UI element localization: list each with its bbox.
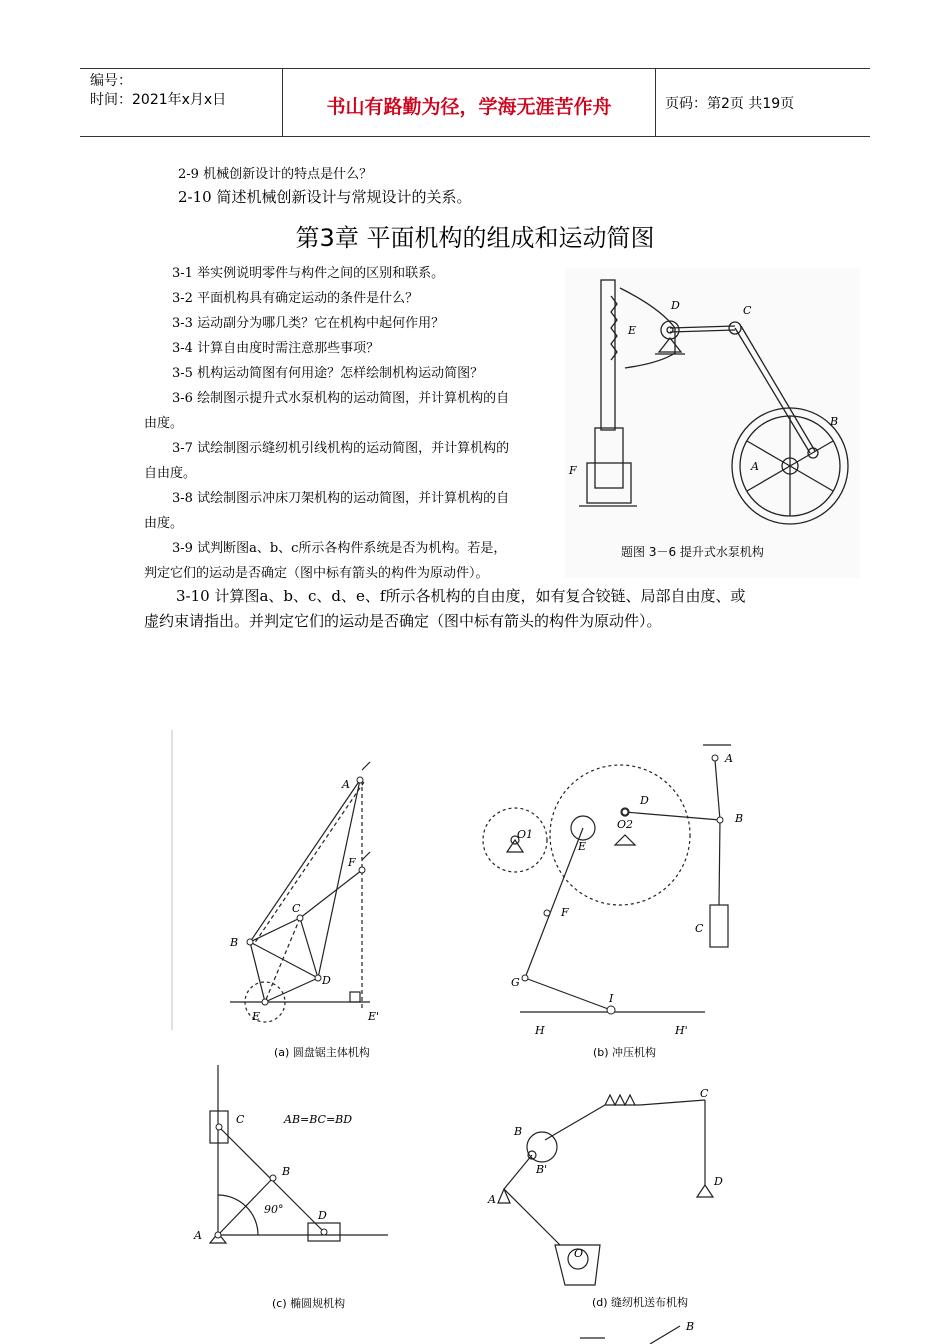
fig-c-label-a: A <box>194 1229 202 1242</box>
fig-c-angle: 90° <box>264 1203 284 1216</box>
figure-a-circular-saw <box>170 730 410 1070</box>
fig-d-label-b-prime: B' <box>536 1163 548 1176</box>
page-header <box>80 68 870 137</box>
fig-d-label-b: B <box>514 1125 523 1138</box>
fig-b-label-d: D <box>640 794 649 807</box>
fig-c-label-c: C <box>236 1113 245 1126</box>
fig-c-label-d: D <box>318 1209 327 1222</box>
fig-b-label-c: C <box>695 922 704 935</box>
fig-b-caption: (b) 冲压机构 <box>593 1046 657 1059</box>
fig-a-label-b: B <box>230 936 239 949</box>
question-line: 自由度。 <box>144 466 197 481</box>
fig-d-caption: (d) 缝纫机送布机构 <box>592 1296 689 1309</box>
question-line: 3-3 运动副分为哪几类？它在机构中起何作用？ <box>172 316 445 331</box>
question-line: 3-2 平面机构具有确定运动的条件是什么？ <box>172 291 419 306</box>
fig-b-label-i: I <box>609 992 614 1005</box>
pump-label-a: A <box>751 460 759 473</box>
fig-b-label-h-prime: H' <box>675 1024 688 1037</box>
fig-b-label-a: A <box>725 752 733 765</box>
figure-e-partial <box>560 1318 710 1344</box>
pump-figure-caption: 题图 3－6 提升式水泵机构 <box>621 545 764 559</box>
fig-a-caption: (a) 圆盘锯主体机构 <box>274 1046 370 1059</box>
fig-a-label-d: D <box>322 974 331 987</box>
question-310-line: 虚约束请指出。并判定它们的运动是否确定（图中标有箭头的构件为原动件）。 <box>144 612 662 630</box>
pump-label-d: D <box>671 299 680 312</box>
header-motto: 书山有路勤为径，学海无涯苦作舟 <box>326 96 612 118</box>
fig-b-label-b: B <box>735 812 744 825</box>
header-motto-cell <box>282 69 656 136</box>
fig-a-label-e-prime: E' <box>368 1010 380 1023</box>
question-line: 由度。 <box>144 516 184 531</box>
question-310-line: 3-10 计算图a、b、c、d、e、f所示各机构的自由度，如有复合铰链、局部自由度、或 <box>176 587 746 605</box>
fig-d-label-d: D <box>714 1175 723 1188</box>
fig-a-label-a: A <box>342 778 350 791</box>
fig-b-label-o1: O1 <box>517 828 534 841</box>
figure-b-press <box>475 740 765 1065</box>
pump-label-e: E <box>628 324 637 337</box>
header-page-info: 页码：第2页 共19页 <box>665 95 795 112</box>
fig-a-label-f: F <box>348 856 356 869</box>
date-label: 时间：2021年x月x日 <box>90 92 227 108</box>
header-left <box>80 69 282 136</box>
fig-d-label-c: C <box>700 1087 709 1100</box>
figure-c-ellipsograph <box>188 1065 398 1315</box>
pump-label-b: B <box>830 415 839 428</box>
pump-label-f: F <box>569 464 577 477</box>
fig-a-label-c: C <box>292 902 301 915</box>
fig-b-label-g: G <box>511 976 520 989</box>
intro-line: 2-10 简述机械创新设计与常规设计的关系。 <box>178 188 472 206</box>
question-line: 3-7 试绘制图示缝纫机引线机构的运动简图，并计算机构的 <box>172 441 510 456</box>
fig-e-label-b: B <box>686 1320 695 1333</box>
fig-a-label-e: E <box>252 1010 261 1023</box>
question-line: 判定它们的运动是否确定（图中标有箭头的构件为原动件）。 <box>144 566 489 581</box>
fig-b-label-h: H <box>535 1024 545 1037</box>
fig-d-label-o: O <box>574 1247 584 1260</box>
question-line: 由度。 <box>144 416 184 431</box>
code-label: 编号： <box>90 73 132 89</box>
question-line: 3-4 计算自由度时需注意那些事项？ <box>172 341 380 356</box>
question-line: 3-9 试判断图a、b、c所示各构件系统是否为机构。若是， <box>172 541 507 556</box>
fig-b-label-e: E <box>578 840 587 853</box>
question-line: 3-1 举实例说明零件与构件之间的区别和联系。 <box>172 266 445 281</box>
fig-b-label-f: F <box>561 906 569 919</box>
question-line: 3-5 机构运动简图有何用途？怎样绘制机构运动简图？ <box>172 366 484 381</box>
fig-c-label-b: B <box>282 1165 291 1178</box>
pump-label-c: C <box>743 304 752 317</box>
question-line: 3-6 绘制图示提升式水泵机构的运动简图，并计算机构的自 <box>172 391 510 406</box>
question-line: 3-8 试绘制图示冲床刀架机构的运动简图，并计算机构的自 <box>172 491 510 506</box>
chapter-title: 第3章 平面机构的组成和运动简图 <box>295 224 655 252</box>
fig-c-caption: (c) 椭圆规机构 <box>272 1297 346 1310</box>
fig-c-equation: AB=BC=BD <box>284 1113 353 1126</box>
intro-line: 2-9 机械创新设计的特点是什么？ <box>178 167 373 182</box>
pump-mechanism-figure <box>565 268 860 578</box>
figure-d-sewing-feed <box>480 1085 750 1315</box>
fig-d-label-a: A <box>488 1193 496 1206</box>
fig-b-label-o2: O2 <box>617 818 634 831</box>
